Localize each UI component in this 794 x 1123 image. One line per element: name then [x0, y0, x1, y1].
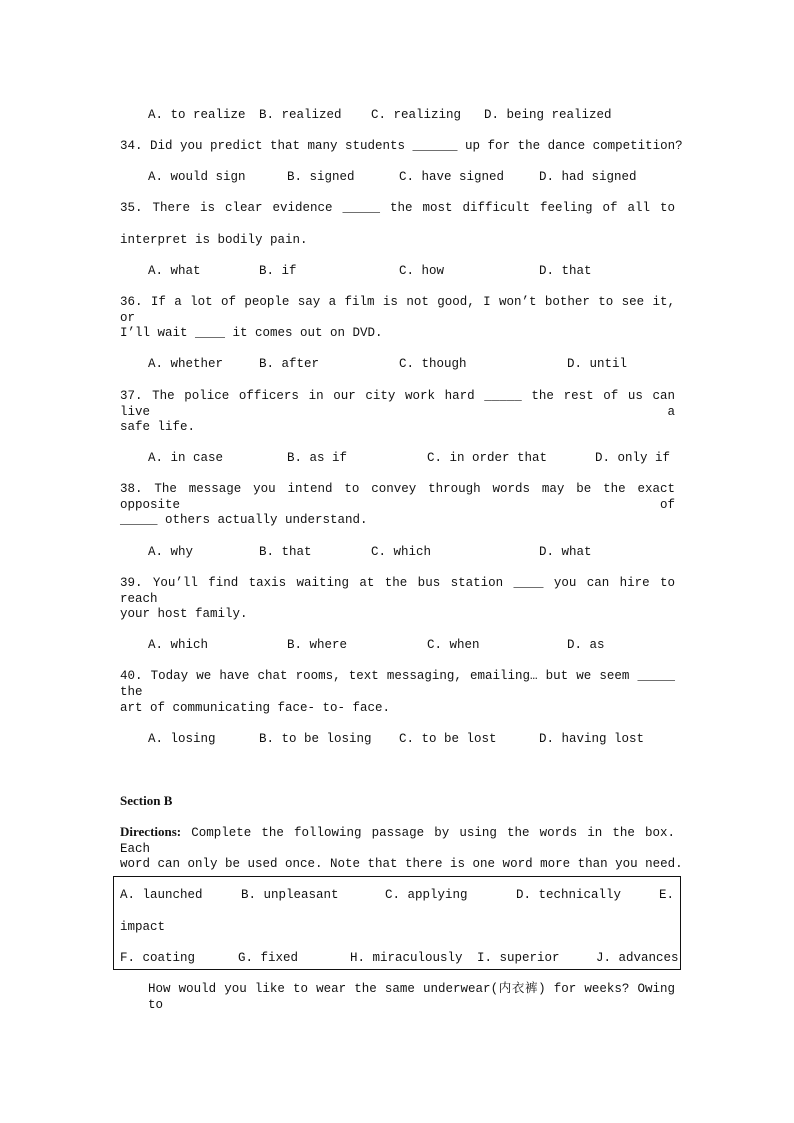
- q40-option-a[interactable]: A. losing: [148, 732, 216, 746]
- word-j: J. advances: [596, 951, 679, 965]
- directions-label: Directions:: [120, 824, 182, 839]
- q35-option-c[interactable]: C. how: [399, 264, 445, 278]
- q33-option-a[interactable]: A. to realize: [148, 108, 246, 122]
- directions-text: Complete the following passage by using the words in the box. Each: [120, 826, 675, 856]
- q40-stem-line2: art of communicating face- to- face.: [120, 701, 391, 715]
- q34-option-a[interactable]: A. would sign: [148, 170, 246, 184]
- word-i: I. superior: [477, 951, 560, 965]
- word-h: H. miraculously: [350, 951, 463, 965]
- word-b: B. unpleasant: [241, 888, 339, 902]
- q39-stem-line1: 39. You’ll find taxis waiting at the bus station ____ you can hire to reach: [120, 576, 675, 606]
- q37-stem-line2: safe life.: [120, 420, 196, 434]
- q37-option-a[interactable]: A. in case: [148, 451, 224, 465]
- q36-option-b[interactable]: B. after: [259, 357, 320, 371]
- q38-stem-line1: 38. The message you intend to convey through words may be the exact opposite of: [120, 482, 675, 512]
- q36-stem-line1: 36. If a lot of people say a film is not good, I won’t bother to see it, or: [120, 295, 675, 325]
- q36-option-c[interactable]: C. though: [399, 357, 467, 371]
- q40-option-d[interactable]: D. having lost: [539, 732, 645, 746]
- q40-stem-line1: 40. Today we have chat rooms, text messaging, emailing… but we seem _____ the: [120, 669, 675, 699]
- q35-option-b[interactable]: B. if: [259, 264, 297, 278]
- passage-end: ) for weeks? Owing to: [148, 982, 675, 1012]
- q34-stem: 34. Did you predict that many students ______ up for the dance competition?: [120, 139, 683, 153]
- q36-stem-line2: I’ll wait ____ it comes out on DVD.: [120, 326, 383, 340]
- q34-option-d[interactable]: D. had signed: [539, 170, 637, 184]
- q37-option-c[interactable]: C. in order that: [427, 451, 548, 465]
- passage-cjk: 内衣裤: [498, 980, 539, 995]
- q35-option-a[interactable]: A. what: [148, 264, 201, 278]
- passage-start: How would you like to wear the same underwear(: [148, 982, 499, 996]
- q35-option-d[interactable]: D. that: [539, 264, 592, 278]
- word-e: impact: [120, 920, 166, 934]
- q34-option-c[interactable]: C. have signed: [399, 170, 505, 184]
- q39-option-c[interactable]: C. when: [427, 638, 480, 652]
- q35-stem-line2: interpret is bodily pain.: [120, 233, 308, 247]
- word-g: G. fixed: [238, 951, 299, 965]
- q40-option-c[interactable]: C. to be lost: [399, 732, 497, 746]
- q39-option-a[interactable]: A. which: [148, 638, 209, 652]
- q37-option-b[interactable]: B. as if: [287, 451, 348, 465]
- q40-option-b[interactable]: B. to be losing: [259, 732, 372, 746]
- word-c: C. applying: [385, 888, 468, 902]
- q34-option-b[interactable]: B. signed: [287, 170, 355, 184]
- word-a: A. launched: [120, 888, 203, 902]
- q33-option-c[interactable]: C. realizing: [371, 108, 462, 122]
- passage-line1: [148, 980, 675, 1013]
- q39-option-d[interactable]: D. as: [567, 638, 605, 652]
- q37-option-d[interactable]: D. only if: [595, 451, 671, 465]
- q36-option-a[interactable]: A. whether: [148, 357, 224, 371]
- q39-stem-line2: your host family.: [120, 607, 248, 621]
- q38-option-c[interactable]: C. which: [371, 545, 432, 559]
- q35-stem-line1: 35. There is clear evidence _____ the most difficult feeling of all to: [120, 201, 675, 215]
- q36-option-d[interactable]: D. until: [567, 357, 628, 371]
- section-b-title: Section B: [120, 793, 173, 808]
- word-e-label: E.: [659, 888, 675, 902]
- q33-option-d[interactable]: D. being realized: [484, 108, 612, 122]
- q38-option-b[interactable]: B. that: [259, 545, 312, 559]
- q37-stem-line1: 37. The police officers in our city work hard _____ the rest of us can live a: [120, 389, 675, 419]
- directions-line1: [120, 824, 675, 857]
- directions-line2: word can only be used once. Note that there is one word more than you need.: [120, 857, 683, 871]
- q33-option-b[interactable]: B. realized: [259, 108, 342, 122]
- q38-option-a[interactable]: A. why: [148, 545, 194, 559]
- q39-option-b[interactable]: B. where: [287, 638, 348, 652]
- q38-stem-line2: _____ others actually understand.: [120, 513, 368, 527]
- word-f: F. coating: [120, 951, 196, 965]
- q38-option-d[interactable]: D. what: [539, 545, 592, 559]
- word-d: D. technically: [516, 888, 622, 902]
